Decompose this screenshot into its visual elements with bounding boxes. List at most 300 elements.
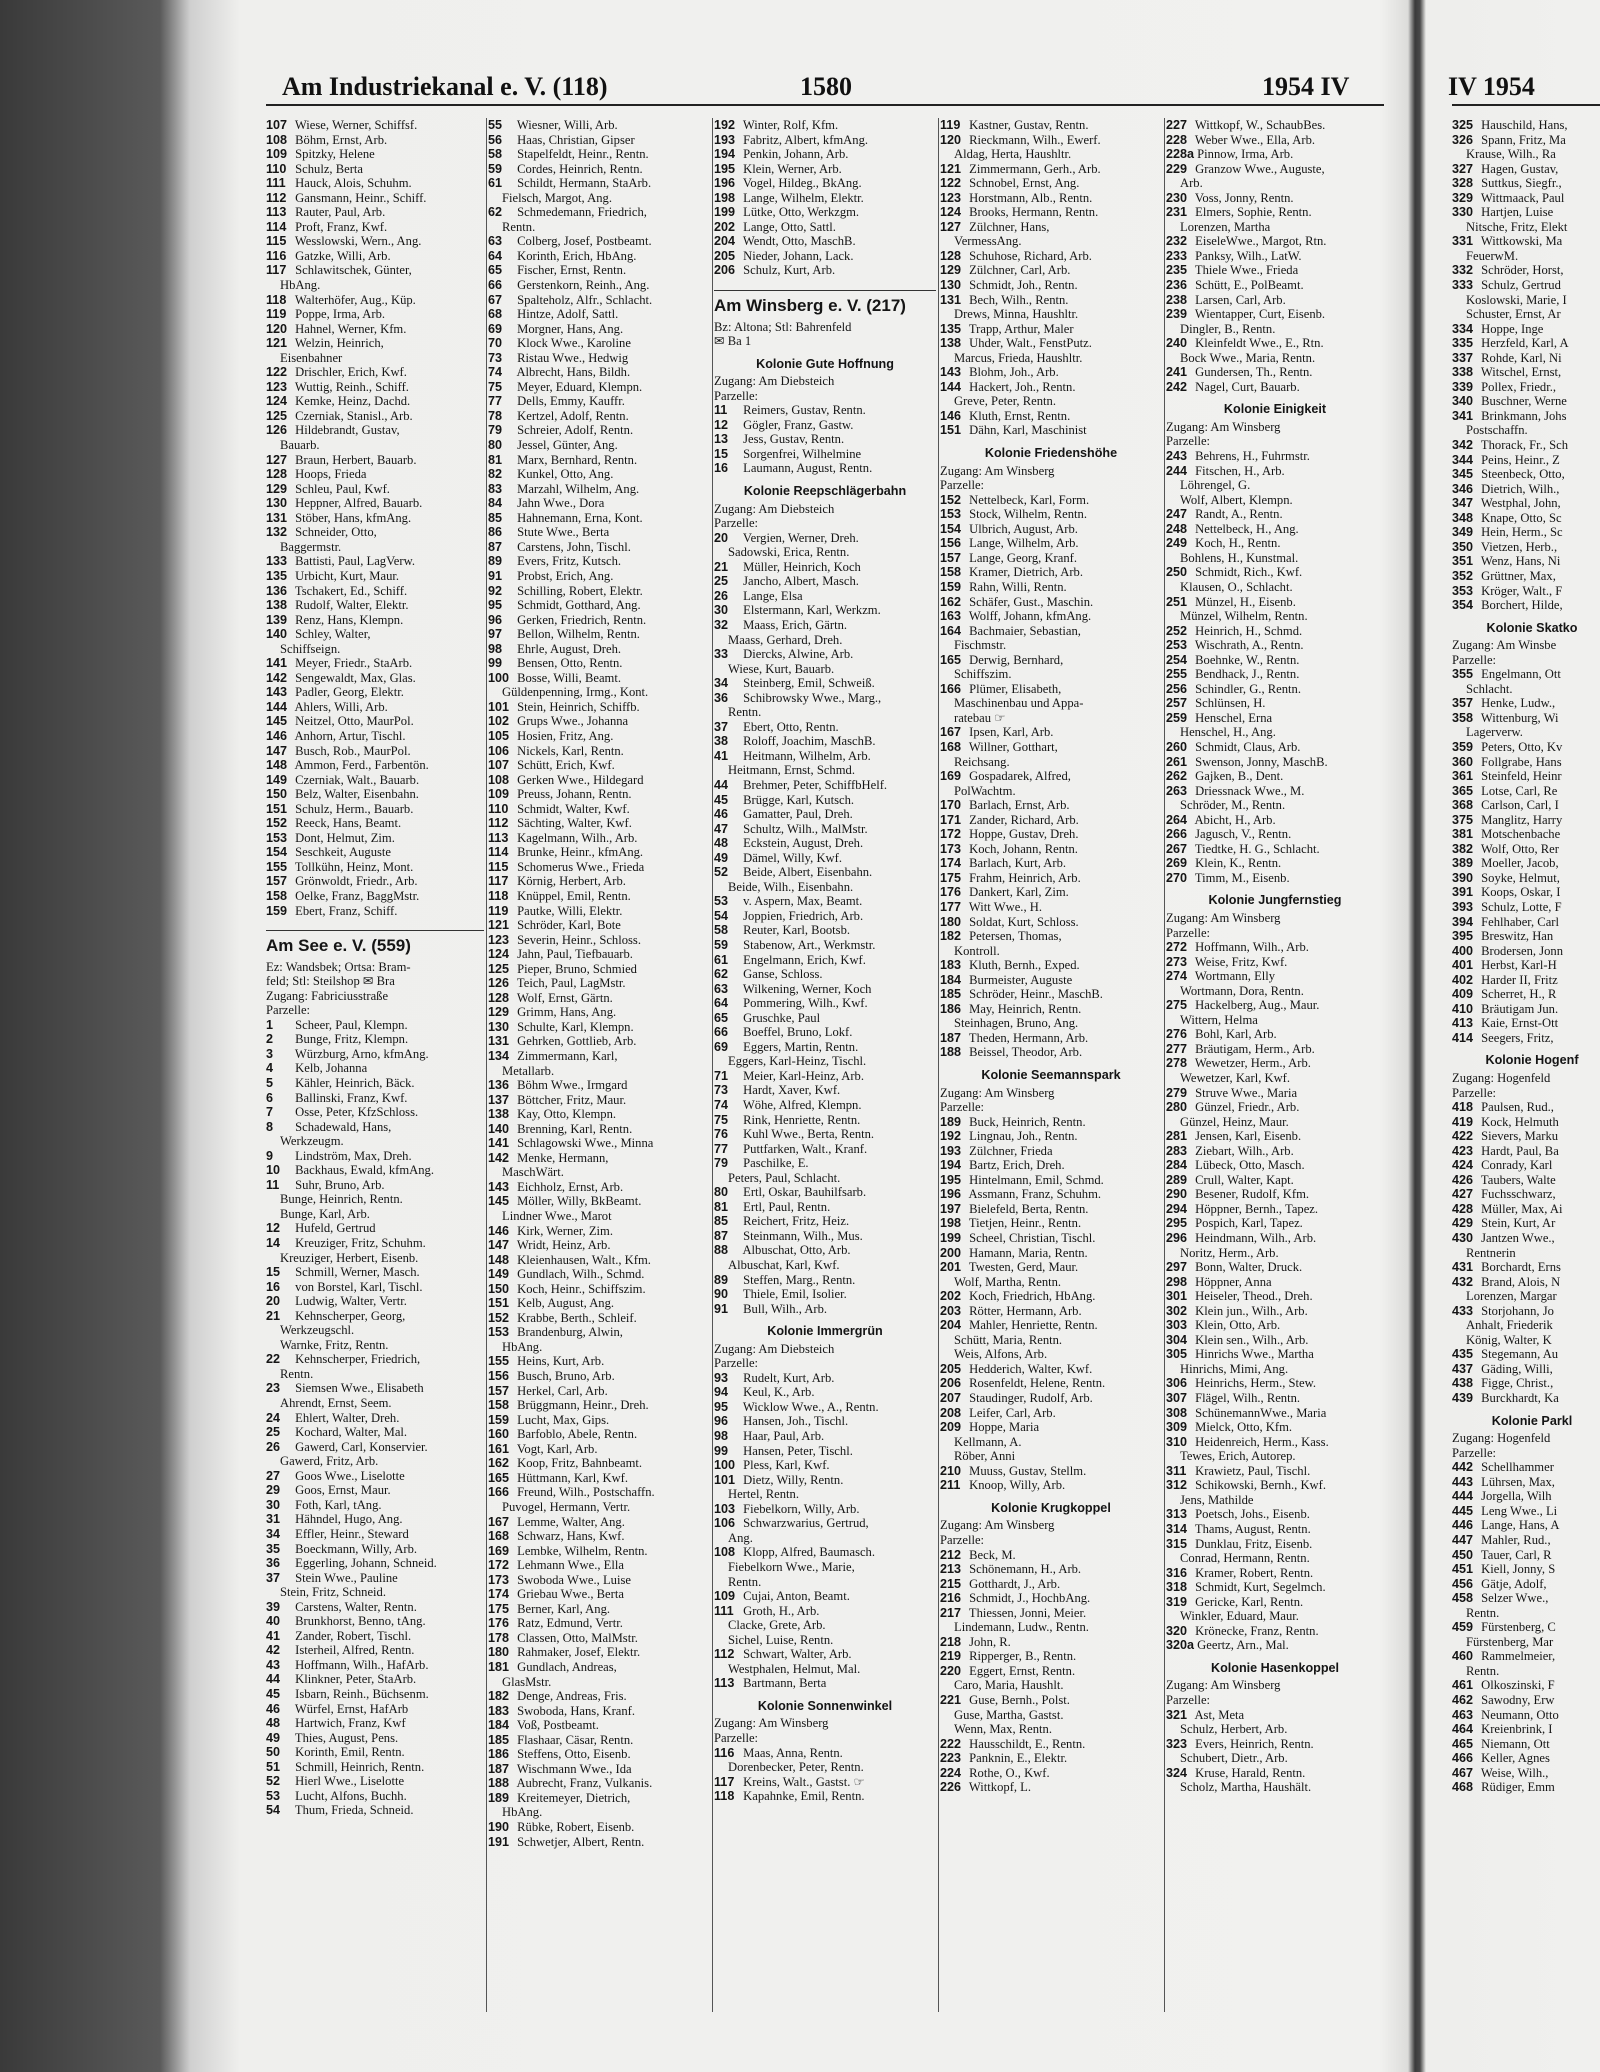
directory-entry	[940, 118, 1162, 133]
directory-entry	[714, 249, 936, 264]
entry-text: Kastner, Gustav, Rentn.	[966, 118, 1089, 132]
directory-entry	[266, 1207, 484, 1222]
directory-entry	[940, 638, 1162, 653]
directory-entry	[714, 1429, 936, 1444]
plot-number: 39	[266, 1599, 281, 1614]
page-year: 1954 IV	[1262, 72, 1350, 101]
plot-number: 122	[266, 365, 288, 380]
entry-text: Bosse, Willi, Beamt.	[514, 670, 622, 685]
entry-text: Wöhe, Alfred, Klempn.	[740, 1098, 862, 1112]
directory-entry	[1452, 176, 1600, 191]
plot-number: 110	[266, 161, 287, 176]
plot-number: 85	[488, 510, 503, 525]
directory-entry	[266, 554, 484, 569]
plot-number: 38	[714, 734, 729, 749]
entry-text: Wittmaack, Paul	[1478, 190, 1565, 205]
directory-entry	[1452, 409, 1600, 424]
entry-text: Sorgenfrei, Wilhelmine	[740, 446, 862, 461]
directory-entry	[940, 1591, 1162, 1606]
entry-text: Nickels, Karl, Rentn.	[514, 743, 624, 758]
directory-entry	[1452, 1577, 1600, 1592]
directory-entry	[940, 1202, 1162, 1217]
directory-entry	[266, 642, 484, 657]
directory-entry	[266, 162, 484, 177]
entry-text: Albrecht, Hans, Bildh.	[514, 365, 631, 380]
next-page-header: IV 1954	[1448, 72, 1535, 101]
info-line: Parzelle:	[714, 516, 759, 531]
plot-number: 157	[266, 874, 288, 889]
entry-text: Nitsche, Fritz, Elekt	[1466, 219, 1568, 234]
entry-text: Czerniak, Walt., Bauarb.	[292, 772, 420, 787]
entry-text: Tollkühn, Heinz, Mont.	[292, 859, 414, 874]
info-line: Parzelle:	[1452, 652, 1497, 667]
plot-number: 427	[1452, 1187, 1474, 1202]
entry-text: Moeller, Jacob,	[1478, 856, 1559, 871]
entry-text: Schleu, Paul, Kwf.	[292, 481, 390, 496]
directory-entry	[940, 1002, 1162, 1017]
directory-entry	[266, 1163, 484, 1178]
plot-number: 154	[940, 521, 962, 536]
entry-text: Figge, Christ.,	[1478, 1376, 1554, 1391]
plot-number: 136	[488, 1078, 510, 1093]
directory-entry	[940, 1260, 1162, 1275]
plot-number: 101	[488, 699, 510, 714]
plot-number: 182	[940, 929, 962, 944]
plot-number: 133	[266, 554, 288, 569]
directory-entry	[714, 1371, 936, 1386]
plot-number: 63	[488, 234, 503, 249]
directory-entry	[1452, 1737, 1600, 1752]
directory-entry	[714, 1575, 936, 1590]
colony-heading: Kolonie Parkl	[1491, 1413, 1573, 1428]
directory-entry	[488, 1427, 710, 1442]
directory-entry	[1166, 1158, 1384, 1173]
info-line: Zugang: Am Winsberg	[940, 463, 1055, 478]
directory-entry	[940, 842, 1162, 857]
plot-number: 16	[266, 1279, 281, 1294]
plot-number: 381	[1452, 827, 1474, 842]
entry-text: Bartmann, Berta	[740, 1676, 827, 1691]
plot-number: 320	[1166, 1623, 1188, 1638]
directory-entry	[940, 740, 1162, 755]
plot-number: 458	[1452, 1591, 1474, 1606]
entry-text: Stein, Heinrich, Schiffb.	[514, 699, 640, 714]
plot-number: 389	[1452, 856, 1474, 871]
entry-text: Kirk, Werner, Zim.	[514, 1223, 613, 1238]
directory-entry	[1166, 1420, 1384, 1435]
entry-text: Dont, Helmut, Zim.	[292, 830, 395, 845]
plot-number: 36	[266, 1556, 281, 1571]
entry-text: Thiele Wwe., Frieda	[1192, 263, 1299, 278]
entry-text: Wewetzer, Herm., Arb.	[1192, 1056, 1311, 1071]
directory-entry	[1166, 464, 1384, 479]
entry-text: Gäding, Willi,	[1478, 1361, 1553, 1376]
directory-entry	[488, 584, 710, 599]
directory-entry	[1166, 1115, 1384, 1130]
entry-text: Koops, Oskar, I	[1478, 885, 1561, 900]
entry-text: Rauter, Paul, Arb.	[292, 205, 386, 220]
entry-text: Haar, Paul, Arb.	[740, 1429, 825, 1444]
directory-entry	[488, 554, 710, 569]
directory-entry	[714, 1516, 936, 1531]
entry-text: Brand, Alois, N	[1478, 1274, 1561, 1289]
plot-number: 161	[488, 1441, 510, 1456]
entry-text: Berner, Karl, Ang.	[514, 1601, 611, 1616]
entry-text: Schiffseign.	[280, 641, 341, 656]
directory-entry	[940, 711, 1162, 726]
entry-text: Wiese, Kurt, Bauarb.	[728, 661, 835, 676]
plot-number: 35	[266, 1541, 281, 1556]
directory-entry	[714, 923, 936, 938]
entry-text: Brenning, Karl, Rentn.	[514, 1121, 633, 1136]
plot-number: 401	[1452, 958, 1474, 973]
entry-text: Zülchner, Hans,	[966, 219, 1050, 234]
plot-number: 166	[940, 681, 962, 696]
plot-number: 74	[714, 1098, 729, 1112]
plot-number: 46	[714, 807, 729, 822]
directory-entry	[266, 598, 484, 613]
plot-number: 111	[714, 1603, 734, 1618]
directory-entry	[266, 1149, 484, 1164]
directory-entry	[488, 991, 710, 1006]
plot-number: 65	[488, 263, 503, 278]
entry-text: Schulz, Herbert, Arb.	[1180, 1722, 1288, 1737]
entry-text: Kemke, Heinz, Dachd.	[292, 394, 411, 409]
entry-text: Pautke, Willi, Elektr.	[514, 903, 623, 918]
directory-entry	[940, 1562, 1162, 1577]
directory-entry	[1166, 449, 1384, 464]
directory-entry	[488, 1398, 710, 1413]
directory-entry	[940, 1144, 1162, 1159]
directory-entry	[1452, 769, 1600, 784]
directory-entry	[1166, 133, 1384, 148]
entry-text: Goos, Ernst, Maur.	[292, 1483, 391, 1498]
plot-number: 143	[266, 685, 288, 700]
plot-number: 354	[1452, 598, 1474, 613]
entry-text: Pieper, Bruno, Schmied	[514, 961, 637, 976]
entry-text: Kluth, Bernh., Exped.	[966, 958, 1080, 973]
plot-number: 75	[488, 379, 503, 394]
plot-number: 195	[714, 161, 736, 176]
entry-text: Schmidt, Walter, Kwf.	[514, 801, 630, 816]
entry-text: Rüdiger, Emm	[1478, 1780, 1555, 1795]
plot-number: 431	[1452, 1260, 1474, 1275]
info-line: Zugang: Hogenfeld	[1452, 1431, 1551, 1446]
entry-text: Lange, Elsa	[740, 588, 803, 603]
colony-heading: Kolonie Immergrün	[767, 1324, 883, 1339]
directory-entry	[1166, 1708, 1384, 1723]
directory-entry	[266, 1716, 484, 1731]
directory-entry	[488, 1558, 710, 1573]
entry-text: Buschner, Werne	[1478, 394, 1567, 409]
entry-text: Lange, Hans, A	[1478, 1518, 1560, 1533]
plot-number: 122	[940, 176, 962, 191]
directory-entry	[714, 263, 936, 278]
directory-entry	[488, 1369, 710, 1384]
plot-number: 451	[1452, 1562, 1474, 1577]
entry-text: Gatzke, Willi, Arb.	[292, 248, 391, 263]
directory-entry	[1452, 784, 1600, 799]
plot-number: 126	[488, 976, 510, 991]
entry-text: Krawietz, Paul, Tischl.	[1192, 1463, 1311, 1478]
info-line: Parzelle:	[1166, 434, 1211, 449]
plot-number: 123	[266, 379, 288, 394]
entry-text: Kuhl Wwe., Berta, Rentn.	[740, 1127, 875, 1142]
entry-text: Kapahnke, Emil, Rentn.	[740, 1789, 865, 1804]
plot-number: 445	[1452, 1503, 1474, 1518]
entry-text: Dells, Emmy, Kauffr.	[514, 394, 625, 409]
entry-text: Jessel, Günter, Ang.	[514, 438, 618, 453]
directory-entry	[1166, 969, 1384, 984]
directory-entry	[940, 1478, 1162, 1493]
directory-entry	[940, 1737, 1162, 1752]
entry-text: Mielck, Otto, Kfm.	[1192, 1420, 1293, 1435]
entry-text: Dietz, Willy, Rentn.	[740, 1472, 844, 1487]
directory-entry	[266, 802, 484, 817]
directory-entry	[1452, 1475, 1600, 1490]
entry-text: Werkzeugschl.	[280, 1323, 355, 1338]
plot-number: 144	[940, 379, 962, 394]
plot-number: 117	[488, 874, 509, 889]
entry-text: Haas, Christian, Gipser	[514, 132, 635, 147]
directory-entry	[940, 1275, 1162, 1290]
entry-text: Borchardt, Erns	[1478, 1260, 1561, 1275]
entry-text: Sievers, Marku	[1478, 1129, 1559, 1144]
directory-entry	[488, 773, 710, 788]
entry-text: Welzin, Heinrich,	[292, 336, 384, 351]
entry-text: Laumann, August, Rentn.	[740, 461, 873, 476]
entry-text: Weise, Wilh.,	[1478, 1765, 1549, 1780]
directory-entry	[940, 653, 1162, 668]
entry-text: Krabbe, Berth., Schleif.	[514, 1310, 637, 1325]
plot-number: 8	[266, 1119, 274, 1134]
plot-number: 135	[940, 321, 962, 336]
plot-number: 316	[1166, 1565, 1188, 1580]
info-line: Zugang: Am Winsberg	[714, 1716, 829, 1731]
entry-text: Stegemann, Au	[1478, 1347, 1559, 1362]
info-line: Parzelle:	[1166, 1692, 1211, 1707]
entry-text: Fischmstr.	[954, 638, 1007, 653]
plot-number: 42	[266, 1643, 281, 1658]
entry-text: König, Walter, K	[1466, 1332, 1552, 1347]
directory-entry	[1452, 1333, 1600, 1348]
entry-text: Schubert, Dietr., Arb.	[1180, 1751, 1288, 1766]
plot-number: 81	[488, 452, 503, 467]
entry-text: Schwart, Walter, Arb.	[740, 1647, 852, 1662]
entry-text: Zimmermann, Karl,	[514, 1049, 618, 1063]
entry-text: Swenson, Jonny, MaschB.	[1192, 754, 1328, 769]
plot-number: 158	[488, 1398, 510, 1413]
plot-number: 81	[714, 1199, 729, 1214]
plot-number: 65	[714, 1010, 729, 1025]
plot-number: 116	[714, 1745, 735, 1760]
entry-text: Schulz, Berta	[292, 161, 363, 176]
directory-entry	[714, 147, 936, 162]
entry-text: Hansen, Joh., Tischl.	[740, 1414, 849, 1429]
entry-text: Kluth, Ernst, Rentn.	[966, 408, 1071, 423]
plot-number: 152	[266, 816, 288, 831]
directory-entry	[266, 511, 484, 526]
entry-text: Wenn, Max, Rentn.	[954, 1722, 1052, 1737]
entry-text: Heitmann, Ernst, Schmd.	[728, 763, 855, 778]
entry-text: Eggert, Ernst, Rentn.	[966, 1663, 1076, 1678]
info-line: Zugang: Am Winsberg	[940, 1085, 1055, 1100]
entry-text: Klein jun., Wilh., Arb.	[1192, 1303, 1308, 1318]
entry-text: Burckhardt, Ka	[1478, 1391, 1559, 1406]
entry-text: Ipsen, Karl, Arb.	[966, 725, 1054, 740]
directory-entry	[1166, 1551, 1384, 1566]
entry-text: Kiell, Jonny, S	[1478, 1562, 1556, 1577]
directory-entry	[266, 1454, 484, 1469]
entry-text: Schwarzwarius, Gertrud,	[740, 1516, 869, 1531]
directory-entry	[940, 813, 1162, 828]
entry-text: Rübke, Robert, Eisenb.	[514, 1819, 635, 1834]
entry-text: Rohde, Karl, Ni	[1478, 350, 1562, 365]
entry-text: Günzel, Friedr., Arb.	[1192, 1100, 1300, 1115]
entry-text: Reuter, Karl, Bootsb.	[740, 923, 851, 938]
entry-text: Heins, Kurt, Arb.	[514, 1354, 605, 1369]
plot-number: 123	[940, 190, 962, 205]
directory-entry	[714, 205, 936, 220]
plot-number: 92	[488, 583, 503, 598]
entry-text: Hinrichs, Mimi, Ang.	[1180, 1361, 1289, 1376]
directory-entry	[1166, 478, 1384, 493]
entry-text: Bech, Wilh., Rentn.	[966, 292, 1069, 307]
plot-number: 212	[940, 1547, 962, 1562]
directory-entry	[266, 205, 484, 220]
entry-text: Renz, Hans, Klempn.	[292, 612, 404, 627]
plot-number: 219	[940, 1649, 962, 1664]
entry-text: Ahlers, Willi, Arb.	[292, 699, 388, 714]
plot-number: 62	[488, 205, 503, 220]
entry-text: Winkler, Eduard, Maur.	[1180, 1609, 1299, 1624]
entry-text: Fürstenberg, Mar	[1466, 1634, 1554, 1649]
entry-text: Eichholz, Ernst, Arb.	[514, 1179, 624, 1194]
entry-text: Schilling, Robert, Elektr.	[514, 583, 643, 598]
entry-text: Swoboda Wwe., Luise	[514, 1572, 631, 1587]
directory-entry	[940, 696, 1162, 711]
entry-text: Lucht, Alfons, Buchh.	[292, 1788, 407, 1803]
entry-text: Soyke, Helmut,	[1478, 870, 1560, 885]
directory-entry	[488, 1544, 710, 1559]
plot-number: 334	[1452, 321, 1474, 336]
plot-number: 135	[266, 568, 288, 583]
plot-number: 315	[1166, 1536, 1188, 1551]
directory-entry	[940, 958, 1162, 973]
directory-entry	[488, 118, 710, 133]
directory-entry	[940, 263, 1162, 278]
plot-number: 139	[266, 612, 288, 627]
entry-text: Hedderich, Walter, Kwf.	[966, 1361, 1093, 1376]
directory-entry	[1452, 307, 1600, 322]
entry-text: Klopp, Alfred, Baumasch.	[740, 1545, 876, 1560]
directory-entry	[1166, 595, 1384, 610]
entry-text: Hahnel, Werner, Kfm.	[292, 321, 407, 336]
directory-entry	[940, 784, 1162, 799]
directory-entry	[488, 874, 710, 889]
plot-number: 430	[1452, 1231, 1474, 1246]
entry-text: Timm, M., Eisenb.	[1192, 870, 1290, 885]
entry-text: Pollex, Friedr.,	[1478, 379, 1557, 394]
plot-number: 166	[488, 1485, 510, 1500]
directory-entry	[1452, 380, 1600, 395]
plot-number: 253	[1166, 638, 1188, 653]
directory-entry	[488, 1267, 710, 1282]
plot-number: 25	[266, 1425, 281, 1440]
plot-number: 439	[1452, 1391, 1474, 1406]
directory-entry	[714, 176, 936, 191]
plot-number: 108	[266, 132, 288, 147]
plot-number: 117	[714, 1774, 735, 1789]
directory-entry	[714, 633, 936, 648]
plot-number: 463	[1452, 1707, 1474, 1722]
plot-number: 344	[1452, 452, 1474, 467]
plot-number: 178	[488, 1630, 510, 1645]
plot-number: 189	[488, 1790, 510, 1805]
plot-number: 318	[1166, 1580, 1188, 1595]
entry-text: Freund, Wilh., Postschaffn.	[514, 1485, 655, 1500]
directory-entry	[266, 1134, 484, 1149]
directory-entry	[940, 1693, 1162, 1708]
entry-text: Rentn.	[280, 1366, 314, 1381]
entry-text: Spalteholz, Alfr., Schlacht.	[514, 292, 653, 307]
entry-text: Pommering, Wilh., Kwf.	[740, 996, 868, 1011]
directory-entry	[714, 996, 936, 1011]
directory-entry	[940, 1016, 1162, 1031]
info-line: Bz: Altona; Stl: Bahrenfeld	[714, 319, 852, 334]
directory-entry	[1452, 263, 1600, 278]
plot-number: 119	[940, 118, 961, 132]
plot-number: 106	[488, 743, 510, 758]
plot-number: 96	[488, 612, 503, 627]
plot-number: 437	[1452, 1361, 1474, 1376]
directory-entry	[1452, 1275, 1600, 1290]
directory-entry	[488, 1747, 710, 1762]
entry-text: Muuss, Gustav, Stellm.	[966, 1463, 1087, 1478]
plot-number: 129	[488, 1005, 510, 1020]
directory-entry	[488, 685, 710, 700]
entry-text: Weis, Alfons, Arb.	[954, 1347, 1048, 1362]
directory-entry	[488, 162, 710, 177]
entry-text: Schmill, Heinrich, Rentn.	[292, 1759, 425, 1774]
entry-text: Schmidt, Gotthard, Ang.	[514, 598, 641, 613]
plot-number: 263	[1166, 783, 1188, 798]
directory-entry	[714, 1760, 936, 1775]
plot-number: 337	[1452, 350, 1474, 365]
entry-text: Reichert, Fritz, Heiz.	[740, 1214, 850, 1229]
directory-entry	[1166, 1202, 1384, 1217]
entry-text: Assmann, Franz, Schuhm.	[966, 1187, 1102, 1202]
entry-text: Thum, Frieda, Schneid.	[292, 1803, 414, 1818]
plot-number: 142	[266, 670, 288, 685]
directory-entry	[266, 336, 484, 351]
directory-entry	[940, 1129, 1162, 1144]
directory-entry	[714, 647, 936, 662]
entry-text: Hosien, Fritz, Ang.	[514, 728, 614, 743]
entry-text: Gericke, Karl, Rentn.	[1192, 1594, 1304, 1609]
plot-number: 120	[940, 132, 962, 147]
directory-entry	[1166, 1246, 1384, 1261]
plot-number: 143	[488, 1179, 510, 1194]
directory-entry	[266, 1629, 484, 1644]
plot-number: 130	[266, 496, 288, 511]
directory-entry	[1166, 856, 1384, 871]
plot-number: 112	[714, 1647, 735, 1662]
directory-entry	[1452, 944, 1600, 959]
directory-entry	[940, 293, 1162, 308]
directory-entry	[1166, 1595, 1384, 1610]
plot-number: 321	[1166, 1707, 1188, 1722]
